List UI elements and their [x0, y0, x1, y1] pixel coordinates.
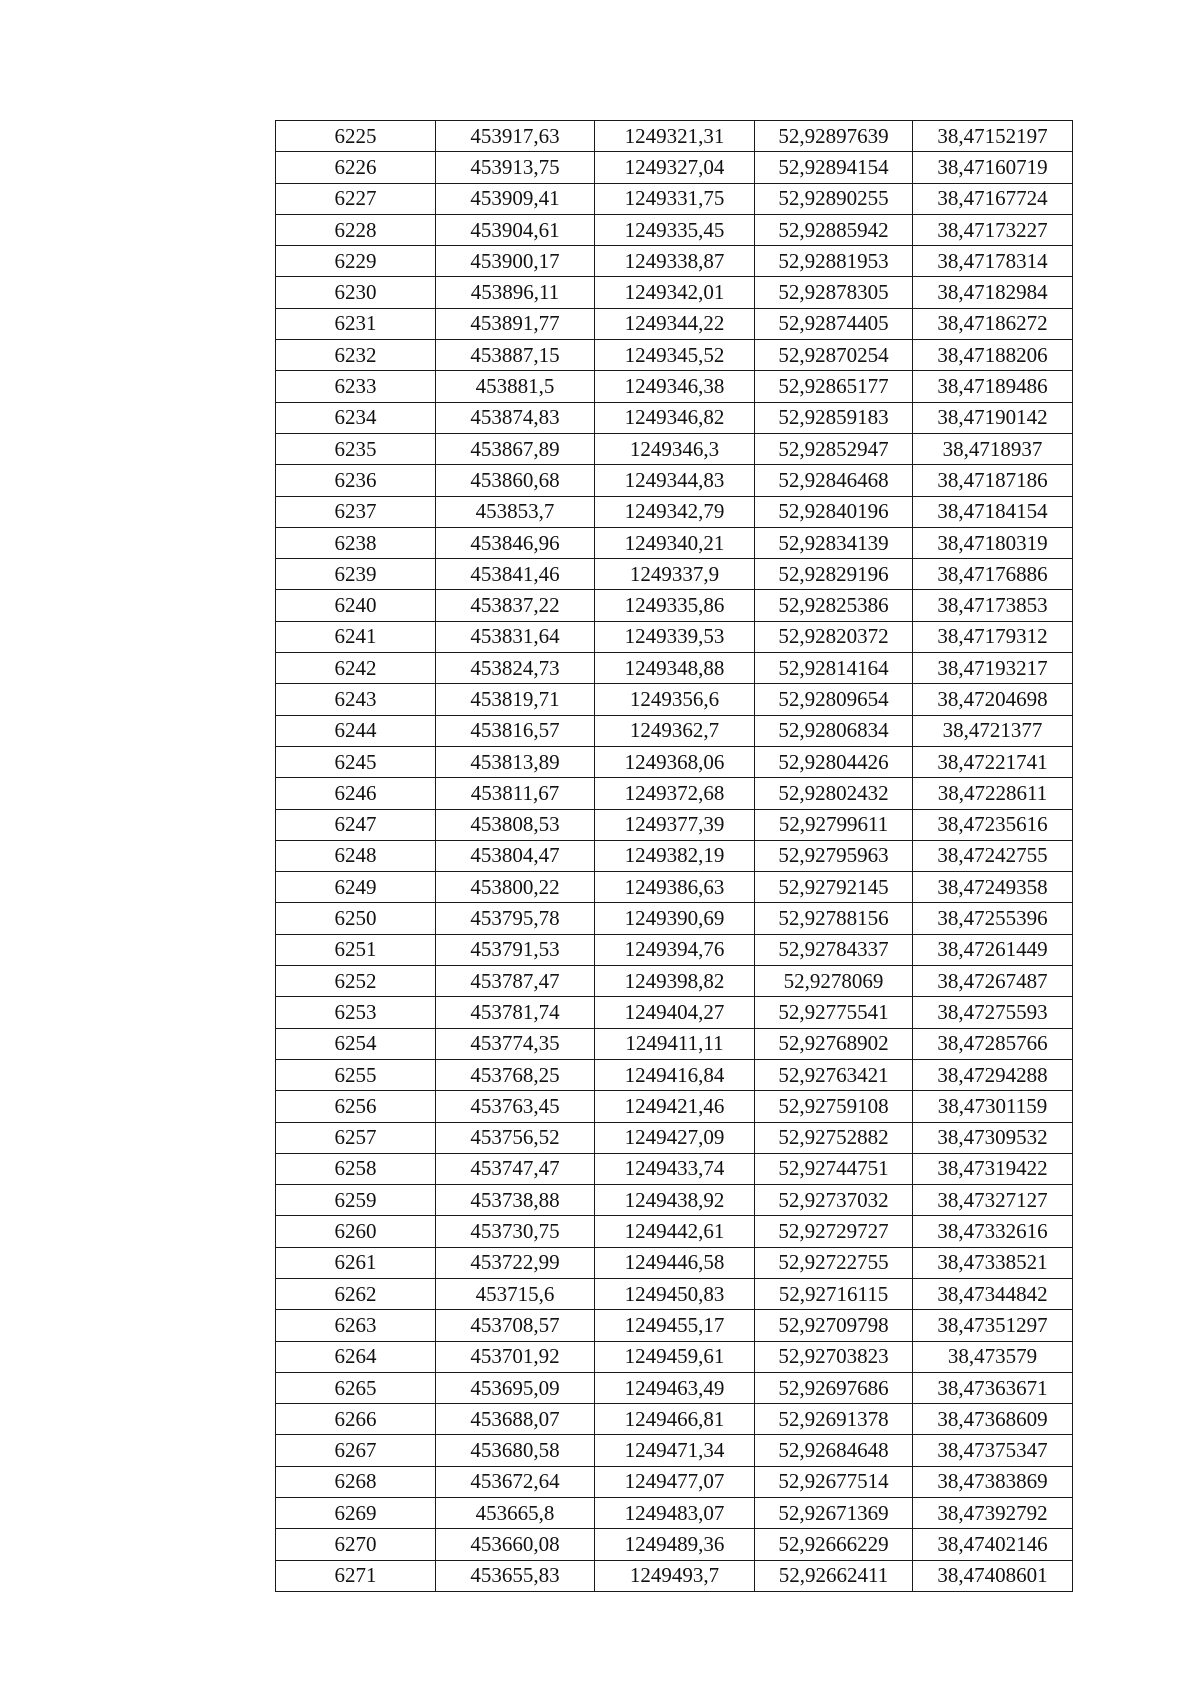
- table-row: [276, 1372, 1073, 1403]
- latitude-cell: 52,92852947: [755, 433, 913, 464]
- longitude-cell: 38,47351297: [913, 1310, 1073, 1341]
- x-coordinate-cell: 453900,17: [436, 246, 595, 277]
- x-coordinate-cell: 453800,22: [436, 872, 595, 903]
- latitude-cell: 52,92809654: [755, 684, 913, 715]
- y-coordinate-cell: 1249390,69: [595, 903, 755, 934]
- latitude-cell: 52,92716115: [755, 1278, 913, 1309]
- point-number-cell: 6232: [276, 340, 436, 371]
- latitude-cell: 52,92814164: [755, 653, 913, 684]
- table-row: [276, 872, 1073, 903]
- y-coordinate-cell: 1249346,82: [595, 402, 755, 433]
- longitude-cell: 38,47368609: [913, 1404, 1073, 1435]
- latitude-cell: 52,92763421: [755, 1059, 913, 1090]
- latitude-cell: 52,92709798: [755, 1310, 913, 1341]
- x-coordinate-cell: 453816,57: [436, 715, 595, 746]
- point-number-cell: 6227: [276, 183, 436, 214]
- y-coordinate-cell: 1249340,21: [595, 527, 755, 558]
- x-coordinate-cell: 453738,88: [436, 1185, 595, 1216]
- latitude-cell: 52,92885942: [755, 214, 913, 245]
- longitude-cell: 38,47332616: [913, 1216, 1073, 1247]
- y-coordinate-cell: 1249394,76: [595, 934, 755, 965]
- x-coordinate-cell: 453774,35: [436, 1028, 595, 1059]
- longitude-cell: 38,47186272: [913, 308, 1073, 339]
- y-coordinate-cell: 1249404,27: [595, 997, 755, 1028]
- longitude-cell: 38,47363671: [913, 1372, 1073, 1403]
- longitude-cell: 38,47309532: [913, 1122, 1073, 1153]
- table-row: [276, 559, 1073, 590]
- y-coordinate-cell: 1249327,04: [595, 152, 755, 183]
- latitude-cell: 52,92759108: [755, 1091, 913, 1122]
- table-row: [276, 214, 1073, 245]
- point-number-cell: 6228: [276, 214, 436, 245]
- longitude-cell: 38,47179312: [913, 621, 1073, 652]
- table-row: [276, 1310, 1073, 1341]
- table-row: [276, 121, 1073, 152]
- table-row: [276, 1404, 1073, 1435]
- x-coordinate-cell: 453715,6: [436, 1278, 595, 1309]
- y-coordinate-cell: 1249477,07: [595, 1466, 755, 1497]
- y-coordinate-cell: 1249455,17: [595, 1310, 755, 1341]
- table-row: [276, 1247, 1073, 1278]
- latitude-cell: 52,92846468: [755, 465, 913, 496]
- y-coordinate-cell: 1249459,61: [595, 1341, 755, 1372]
- x-coordinate-cell: 453680,58: [436, 1435, 595, 1466]
- table-row: [276, 778, 1073, 809]
- latitude-cell: 52,92671369: [755, 1498, 913, 1529]
- y-coordinate-cell: 1249450,83: [595, 1278, 755, 1309]
- latitude-cell: 52,92788156: [755, 903, 913, 934]
- latitude-cell: 52,92820372: [755, 621, 913, 652]
- latitude-cell: 52,92890255: [755, 183, 913, 214]
- point-number-cell: 6271: [276, 1560, 436, 1591]
- table-row: [276, 277, 1073, 308]
- latitude-cell: 52,92792145: [755, 872, 913, 903]
- y-coordinate-cell: 1249331,75: [595, 183, 755, 214]
- x-coordinate-cell: 453867,89: [436, 433, 595, 464]
- x-coordinate-cell: 453860,68: [436, 465, 595, 496]
- y-coordinate-cell: 1249466,81: [595, 1404, 755, 1435]
- table-row: [276, 1185, 1073, 1216]
- table-row: [276, 1341, 1073, 1372]
- table-row: [276, 340, 1073, 371]
- point-number-cell: 6251: [276, 934, 436, 965]
- longitude-cell: 38,47319422: [913, 1153, 1073, 1184]
- latitude-cell: 52,92865177: [755, 371, 913, 402]
- point-number-cell: 6230: [276, 277, 436, 308]
- longitude-cell: 38,47180319: [913, 527, 1073, 558]
- longitude-cell: 38,47235616: [913, 809, 1073, 840]
- y-coordinate-cell: 1249342,01: [595, 277, 755, 308]
- longitude-cell: 38,47189486: [913, 371, 1073, 402]
- x-coordinate-cell: 453904,61: [436, 214, 595, 245]
- longitude-cell: 38,47228611: [913, 778, 1073, 809]
- latitude-cell: 52,92677514: [755, 1466, 913, 1497]
- x-coordinate-cell: 453819,71: [436, 684, 595, 715]
- y-coordinate-cell: 1249427,09: [595, 1122, 755, 1153]
- x-coordinate-cell: 453811,67: [436, 778, 595, 809]
- table-row: [276, 433, 1073, 464]
- latitude-cell: 52,92666229: [755, 1529, 913, 1560]
- point-number-cell: 6249: [276, 872, 436, 903]
- table-row: [276, 1435, 1073, 1466]
- longitude-cell: 38,47344842: [913, 1278, 1073, 1309]
- y-coordinate-cell: 1249348,88: [595, 653, 755, 684]
- y-coordinate-cell: 1249438,92: [595, 1185, 755, 1216]
- latitude-cell: 52,92806834: [755, 715, 913, 746]
- y-coordinate-cell: 1249368,06: [595, 746, 755, 777]
- point-number-cell: 6258: [276, 1153, 436, 1184]
- y-coordinate-cell: 1249321,31: [595, 121, 755, 152]
- x-coordinate-cell: 453695,09: [436, 1372, 595, 1403]
- table-row: [276, 1529, 1073, 1560]
- y-coordinate-cell: 1249446,58: [595, 1247, 755, 1278]
- latitude-cell: 52,92878305: [755, 277, 913, 308]
- latitude-cell: 52,92737032: [755, 1185, 913, 1216]
- coordinates-table-body: [276, 121, 1073, 1592]
- point-number-cell: 6229: [276, 246, 436, 277]
- x-coordinate-cell: 453887,15: [436, 340, 595, 371]
- latitude-cell: 52,92799611: [755, 809, 913, 840]
- coordinates-table: [275, 120, 1073, 1592]
- point-number-cell: 6231: [276, 308, 436, 339]
- longitude-cell: 38,47152197: [913, 121, 1073, 152]
- x-coordinate-cell: 453722,99: [436, 1247, 595, 1278]
- x-coordinate-cell: 453808,53: [436, 809, 595, 840]
- y-coordinate-cell: 1249442,61: [595, 1216, 755, 1247]
- y-coordinate-cell: 1249471,34: [595, 1435, 755, 1466]
- table-row: [276, 308, 1073, 339]
- x-coordinate-cell: 453837,22: [436, 590, 595, 621]
- point-number-cell: 6241: [276, 621, 436, 652]
- longitude-cell: 38,47402146: [913, 1529, 1073, 1560]
- longitude-cell: 38,47327127: [913, 1185, 1073, 1216]
- point-number-cell: 6247: [276, 809, 436, 840]
- x-coordinate-cell: 453655,83: [436, 1560, 595, 1591]
- point-number-cell: 6263: [276, 1310, 436, 1341]
- table-row: [276, 152, 1073, 183]
- longitude-cell: 38,47182984: [913, 277, 1073, 308]
- table-row: [276, 183, 1073, 214]
- point-number-cell: 6239: [276, 559, 436, 590]
- x-coordinate-cell: 453813,89: [436, 746, 595, 777]
- latitude-cell: 52,92802432: [755, 778, 913, 809]
- x-coordinate-cell: 453768,25: [436, 1059, 595, 1090]
- y-coordinate-cell: 1249335,45: [595, 214, 755, 245]
- latitude-cell: 52,92662411: [755, 1560, 913, 1591]
- longitude-cell: 38,47275593: [913, 997, 1073, 1028]
- y-coordinate-cell: 1249335,86: [595, 590, 755, 621]
- table-row: [276, 1498, 1073, 1529]
- x-coordinate-cell: 453756,52: [436, 1122, 595, 1153]
- point-number-cell: 6237: [276, 496, 436, 527]
- table-row: [276, 746, 1073, 777]
- x-coordinate-cell: 453824,73: [436, 653, 595, 684]
- y-coordinate-cell: 1249344,83: [595, 465, 755, 496]
- longitude-cell: 38,47249358: [913, 872, 1073, 903]
- longitude-cell: 38,47383869: [913, 1466, 1073, 1497]
- point-number-cell: 6245: [276, 746, 436, 777]
- point-number-cell: 6233: [276, 371, 436, 402]
- point-number-cell: 6259: [276, 1185, 436, 1216]
- table-row: [276, 246, 1073, 277]
- table-row: [276, 653, 1073, 684]
- table-row: [276, 684, 1073, 715]
- longitude-cell: 38,47261449: [913, 934, 1073, 965]
- point-number-cell: 6252: [276, 966, 436, 997]
- y-coordinate-cell: 1249339,53: [595, 621, 755, 652]
- latitude-cell: 52,92729727: [755, 1216, 913, 1247]
- point-number-cell: 6267: [276, 1435, 436, 1466]
- point-number-cell: 6264: [276, 1341, 436, 1372]
- y-coordinate-cell: 1249421,46: [595, 1091, 755, 1122]
- point-number-cell: 6255: [276, 1059, 436, 1090]
- y-coordinate-cell: 1249493,7: [595, 1560, 755, 1591]
- latitude-cell: 52,92697686: [755, 1372, 913, 1403]
- table-row: [276, 966, 1073, 997]
- longitude-cell: 38,47173227: [913, 214, 1073, 245]
- x-coordinate-cell: 453846,96: [436, 527, 595, 558]
- table-row: [276, 527, 1073, 558]
- longitude-cell: 38,473579: [913, 1341, 1073, 1372]
- latitude-cell: 52,92874405: [755, 308, 913, 339]
- point-number-cell: 6244: [276, 715, 436, 746]
- x-coordinate-cell: 453795,78: [436, 903, 595, 934]
- longitude-cell: 38,47242755: [913, 840, 1073, 871]
- table-row: [276, 1028, 1073, 1059]
- table-row: [276, 621, 1073, 652]
- longitude-cell: 38,47338521: [913, 1247, 1073, 1278]
- x-coordinate-cell: 453701,92: [436, 1341, 595, 1372]
- y-coordinate-cell: 1249345,52: [595, 340, 755, 371]
- latitude-cell: 52,92784337: [755, 934, 913, 965]
- latitude-cell: 52,92775541: [755, 997, 913, 1028]
- table-row: [276, 1560, 1073, 1591]
- y-coordinate-cell: 1249342,79: [595, 496, 755, 527]
- latitude-cell: 52,92752882: [755, 1122, 913, 1153]
- longitude-cell: 38,47392792: [913, 1498, 1073, 1529]
- x-coordinate-cell: 453660,08: [436, 1529, 595, 1560]
- latitude-cell: 52,92691378: [755, 1404, 913, 1435]
- table-row: [276, 1059, 1073, 1090]
- table-row: [276, 715, 1073, 746]
- table-row: [276, 903, 1073, 934]
- longitude-cell: 38,4721377: [913, 715, 1073, 746]
- y-coordinate-cell: 1249362,7: [595, 715, 755, 746]
- latitude-cell: 52,92897639: [755, 121, 913, 152]
- x-coordinate-cell: 453841,46: [436, 559, 595, 590]
- point-number-cell: 6261: [276, 1247, 436, 1278]
- x-coordinate-cell: 453665,8: [436, 1498, 595, 1529]
- point-number-cell: 6234: [276, 402, 436, 433]
- x-coordinate-cell: 453791,53: [436, 934, 595, 965]
- point-number-cell: 6268: [276, 1466, 436, 1497]
- table-row: [276, 496, 1073, 527]
- table-row: [276, 997, 1073, 1028]
- table-row: [276, 1153, 1073, 1184]
- latitude-cell: 52,92829196: [755, 559, 913, 590]
- y-coordinate-cell: 1249489,36: [595, 1529, 755, 1560]
- point-number-cell: 6248: [276, 840, 436, 871]
- table-row: [276, 465, 1073, 496]
- y-coordinate-cell: 1249382,19: [595, 840, 755, 871]
- point-number-cell: 6254: [276, 1028, 436, 1059]
- point-number-cell: 6240: [276, 590, 436, 621]
- longitude-cell: 38,47173853: [913, 590, 1073, 621]
- y-coordinate-cell: 1249346,38: [595, 371, 755, 402]
- longitude-cell: 38,47160719: [913, 152, 1073, 183]
- latitude-cell: 52,92804426: [755, 746, 913, 777]
- latitude-cell: 52,9278069: [755, 966, 913, 997]
- latitude-cell: 52,92870254: [755, 340, 913, 371]
- x-coordinate-cell: 453853,7: [436, 496, 595, 527]
- point-number-cell: 6236: [276, 465, 436, 496]
- x-coordinate-cell: 453891,77: [436, 308, 595, 339]
- longitude-cell: 38,47167724: [913, 183, 1073, 214]
- longitude-cell: 38,47187186: [913, 465, 1073, 496]
- y-coordinate-cell: 1249416,84: [595, 1059, 755, 1090]
- point-number-cell: 6246: [276, 778, 436, 809]
- point-number-cell: 6256: [276, 1091, 436, 1122]
- point-number-cell: 6242: [276, 653, 436, 684]
- latitude-cell: 52,92894154: [755, 152, 913, 183]
- latitude-cell: 52,92768902: [755, 1028, 913, 1059]
- point-number-cell: 6235: [276, 433, 436, 464]
- longitude-cell: 38,47176886: [913, 559, 1073, 590]
- table-row: [276, 371, 1073, 402]
- longitude-cell: 38,47190142: [913, 402, 1073, 433]
- x-coordinate-cell: 453831,64: [436, 621, 595, 652]
- x-coordinate-cell: 453708,57: [436, 1310, 595, 1341]
- x-coordinate-cell: 453781,74: [436, 997, 595, 1028]
- longitude-cell: 38,47204698: [913, 684, 1073, 715]
- point-number-cell: 6226: [276, 152, 436, 183]
- x-coordinate-cell: 453747,47: [436, 1153, 595, 1184]
- point-number-cell: 6253: [276, 997, 436, 1028]
- longitude-cell: 38,47178314: [913, 246, 1073, 277]
- longitude-cell: 38,47188206: [913, 340, 1073, 371]
- latitude-cell: 52,92722755: [755, 1247, 913, 1278]
- latitude-cell: 52,92703823: [755, 1341, 913, 1372]
- table-row: [276, 1278, 1073, 1309]
- point-number-cell: 6257: [276, 1122, 436, 1153]
- point-number-cell: 6260: [276, 1216, 436, 1247]
- table-row: [276, 840, 1073, 871]
- table-row: [276, 1466, 1073, 1497]
- y-coordinate-cell: 1249356,6: [595, 684, 755, 715]
- longitude-cell: 38,47294288: [913, 1059, 1073, 1090]
- x-coordinate-cell: 453917,63: [436, 121, 595, 152]
- x-coordinate-cell: 453909,41: [436, 183, 595, 214]
- x-coordinate-cell: 453763,45: [436, 1091, 595, 1122]
- latitude-cell: 52,92684648: [755, 1435, 913, 1466]
- x-coordinate-cell: 453881,5: [436, 371, 595, 402]
- y-coordinate-cell: 1249411,11: [595, 1028, 755, 1059]
- point-number-cell: 6270: [276, 1529, 436, 1560]
- y-coordinate-cell: 1249483,07: [595, 1498, 755, 1529]
- point-number-cell: 6238: [276, 527, 436, 558]
- y-coordinate-cell: 1249337,9: [595, 559, 755, 590]
- latitude-cell: 52,92881953: [755, 246, 913, 277]
- table-row: [276, 1091, 1073, 1122]
- longitude-cell: 38,47184154: [913, 496, 1073, 527]
- x-coordinate-cell: 453804,47: [436, 840, 595, 871]
- longitude-cell: 38,47285766: [913, 1028, 1073, 1059]
- x-coordinate-cell: 453672,64: [436, 1466, 595, 1497]
- table-row: [276, 934, 1073, 965]
- latitude-cell: 52,92795963: [755, 840, 913, 871]
- point-number-cell: 6250: [276, 903, 436, 934]
- table-row: [276, 1216, 1073, 1247]
- y-coordinate-cell: 1249346,3: [595, 433, 755, 464]
- table-row: [276, 590, 1073, 621]
- point-number-cell: 6243: [276, 684, 436, 715]
- longitude-cell: 38,47221741: [913, 746, 1073, 777]
- latitude-cell: 52,92859183: [755, 402, 913, 433]
- point-number-cell: 6225: [276, 121, 436, 152]
- latitude-cell: 52,92744751: [755, 1153, 913, 1184]
- x-coordinate-cell: 453874,83: [436, 402, 595, 433]
- y-coordinate-cell: 1249433,74: [595, 1153, 755, 1184]
- latitude-cell: 52,92825386: [755, 590, 913, 621]
- latitude-cell: 52,92834139: [755, 527, 913, 558]
- x-coordinate-cell: 453913,75: [436, 152, 595, 183]
- x-coordinate-cell: 453730,75: [436, 1216, 595, 1247]
- y-coordinate-cell: 1249398,82: [595, 966, 755, 997]
- longitude-cell: 38,47267487: [913, 966, 1073, 997]
- point-number-cell: 6262: [276, 1278, 436, 1309]
- table-row: [276, 1122, 1073, 1153]
- x-coordinate-cell: 453896,11: [436, 277, 595, 308]
- y-coordinate-cell: 1249344,22: [595, 308, 755, 339]
- point-number-cell: 6266: [276, 1404, 436, 1435]
- longitude-cell: 38,47301159: [913, 1091, 1073, 1122]
- y-coordinate-cell: 1249463,49: [595, 1372, 755, 1403]
- point-number-cell: 6269: [276, 1498, 436, 1529]
- longitude-cell: 38,47193217: [913, 653, 1073, 684]
- point-number-cell: 6265: [276, 1372, 436, 1403]
- x-coordinate-cell: 453688,07: [436, 1404, 595, 1435]
- x-coordinate-cell: 453787,47: [436, 966, 595, 997]
- table-row: [276, 402, 1073, 433]
- longitude-cell: 38,4718937: [913, 433, 1073, 464]
- y-coordinate-cell: 1249372,68: [595, 778, 755, 809]
- longitude-cell: 38,47255396: [913, 903, 1073, 934]
- y-coordinate-cell: 1249386,63: [595, 872, 755, 903]
- table-row: [276, 809, 1073, 840]
- y-coordinate-cell: 1249338,87: [595, 246, 755, 277]
- y-coordinate-cell: 1249377,39: [595, 809, 755, 840]
- longitude-cell: 38,47375347: [913, 1435, 1073, 1466]
- longitude-cell: 38,47408601: [913, 1560, 1073, 1591]
- latitude-cell: 52,92840196: [755, 496, 913, 527]
